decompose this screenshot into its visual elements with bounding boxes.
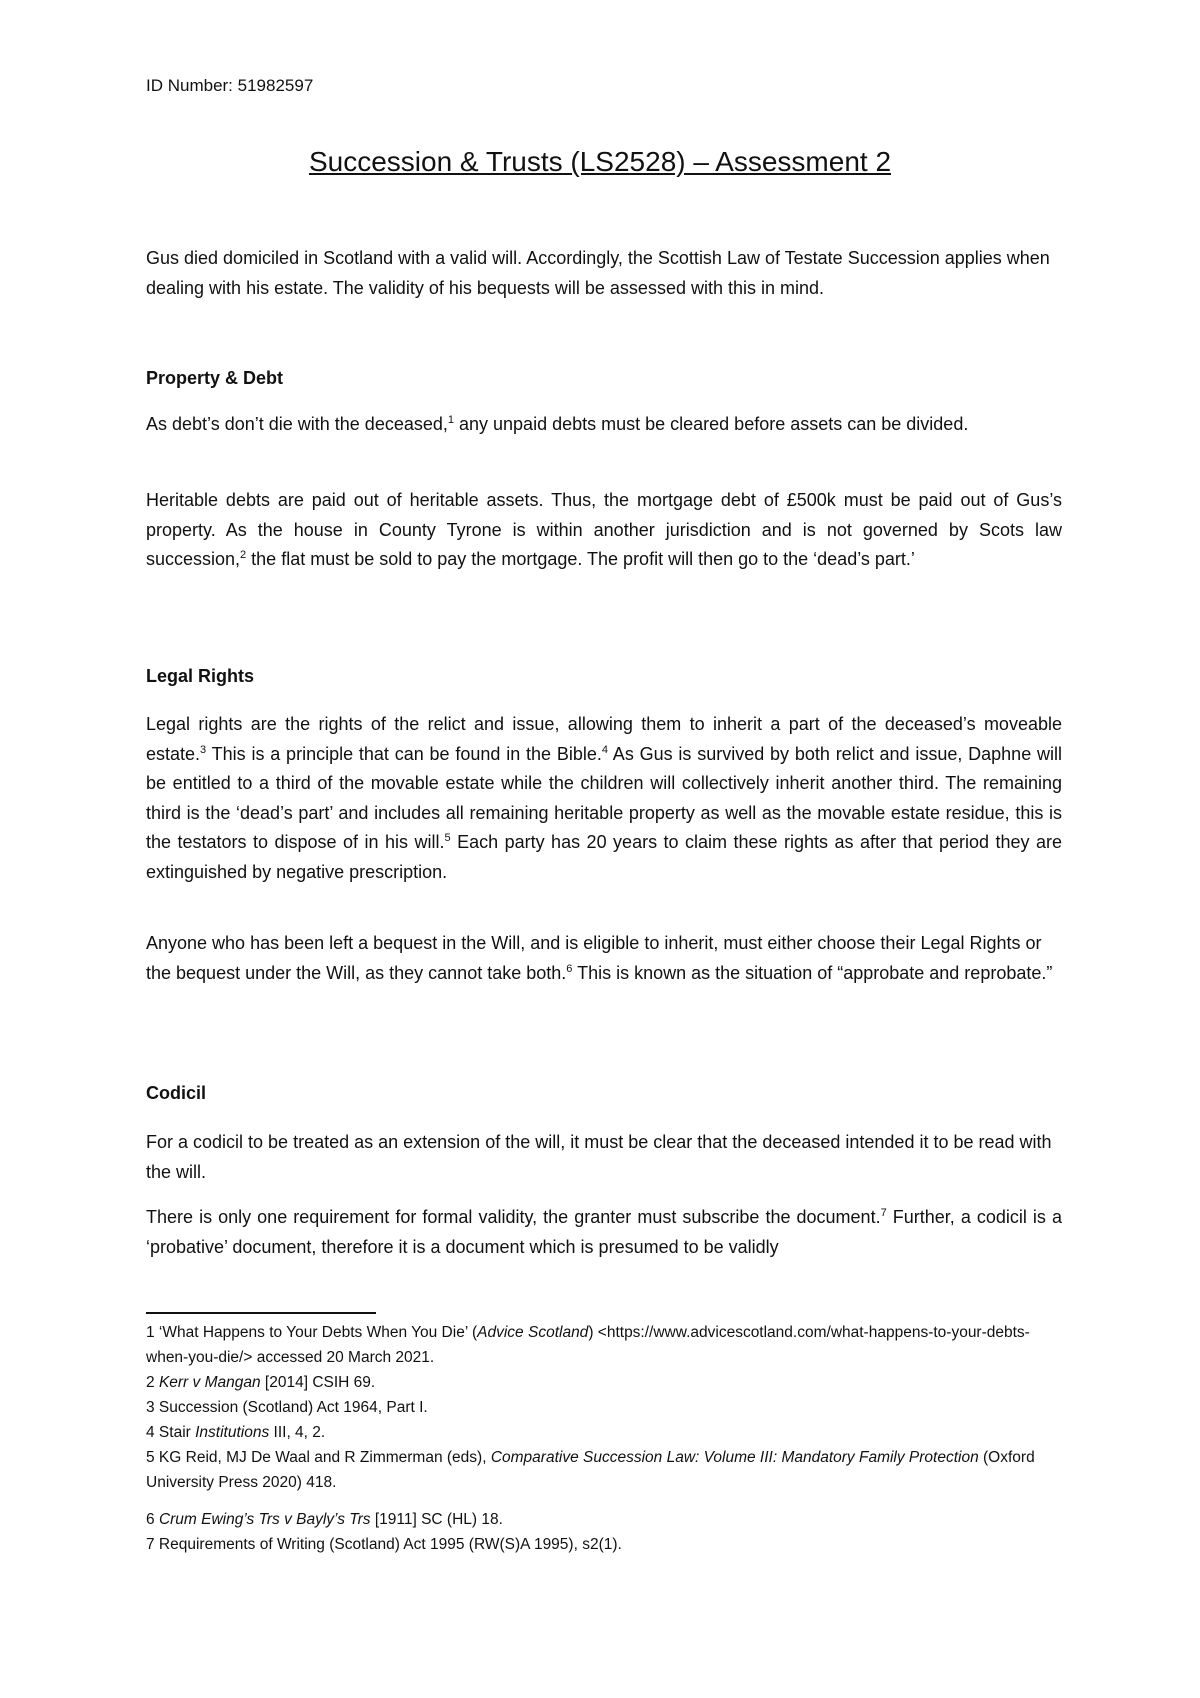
footnote-ref-2[interactable]: 2 [240, 549, 247, 561]
heading-codicil: Codicil [146, 1083, 207, 1103]
footnote-ref-1[interactable]: 1 [447, 414, 454, 426]
intro-paragraph: Gus died domiciled in Scotland with a valid will. Accordingly, the Scottish Law of Testate Succession applies when dealing with his estate. The validity of his bequests will be assessed with this in mind. [146, 248, 1050, 298]
footnote-3: 3 Succession (Scotland) Act 1964, Part I. [146, 1399, 428, 1416]
footnote-ref-4[interactable]: 4 [601, 743, 608, 756]
heading-legal-rights: Legal Rights [146, 666, 255, 686]
id-number: ID Number: 51982597 [146, 76, 314, 95]
footnote-divider [146, 1312, 376, 1314]
codicil-p1: For a codicil to be treated as an extension of the will, it must be clear that the deceased intended it to be read with the will. [146, 1132, 1052, 1182]
footnote-1: 1 ‘What Happens to Your Debts When You Die’ (Advice Scotland) <https://www.advicescotland.com/what-happens-to-your-debts-when-you-die/> accessed 20 March 2021. [146, 1324, 1030, 1366]
footnotes [146, 1320, 1062, 1557]
footnote-ref-5[interactable]: 5 [444, 832, 451, 844]
footnote-6: 6 Crum Ewing’s Trs v Bayly’s Trs [1911] SC (HL) 18. [146, 1511, 503, 1528]
legal-rights-p2: Anyone who has been left a bequest in the Will, and is eligible to inherit, must either choose their Legal Rights or the bequest under the Will, as they cannot take both.$^6$ This is known as the situation of “approbate and reprobate.” [146, 933, 1053, 983]
property-debt-p1: As debt’s don’t die with the deceased,$^1$ any unpaid debts must be cleared before assets can be divided. [146, 414, 969, 434]
property-debt-p2: Heritable debts are paid out of heritable assets. Thus, the mortgage debt of £500k must be paid out of Gus’s property. As the house in County Tyrone is within another jurisdiction and is not governed by Scots law succession,$^2$ the flat must be sold to pay the mortgage. The profit will then go to the ‘dead’s part.’ [146, 490, 1062, 569]
legal-rights-p1: Legal rights are the rights of the relict and issue, allowing them to inherit a part of the deceased’s moveable estate.$^3$ This is a principle that can be found in the Bible.$^4$ As Gus is survived by both relict and issue, Daphne will be entitled to a third of the movable estate while the children will collectively inherit another third. The remaining third is the ‘dead’s part’ and includes all remaining heritable property as well as the movable estate residue, this is the testators to dispose of in his will.$^5$ Each party has 20 years to claim these rights as after that period they are extinguished by negative prescription. [146, 714, 1063, 882]
footnote-ref-3[interactable]: 3 [200, 743, 207, 756]
footnote-2: 2 Kerr v Mangan [2014] CSIH 69. [146, 1374, 376, 1391]
heading-property-debt: Property & Debt [146, 368, 284, 388]
footnote-5: 5 KG Reid, MJ De Waal and R Zimmerman (eds), Comparative Succession Law: Volume III: Mandatory Family Protection (Oxford University Press 2020) 418. [146, 1449, 1035, 1491]
page-title: Succession & Trusts (LS2528) – Assessment 2 [308, 146, 892, 177]
codicil-p2: There is only one requirement for formal validity, the granter must subscribe the document.$^7$ Further, a codicil is a ‘probative’ document, therefore it is a document which is presumed to be validly [146, 1207, 1062, 1257]
footnote-ref-6[interactable]: 6 [566, 962, 573, 975]
footnote-7: 7 Requirements of Writing (Scotland) Act 1995 (RW(S)A 1995), s2(1). [146, 1536, 622, 1553]
footnote-4: 4 Stair Institutions III, 4, 2. [146, 1424, 326, 1441]
footnote-ref-7[interactable]: 7 [880, 1207, 887, 1219]
